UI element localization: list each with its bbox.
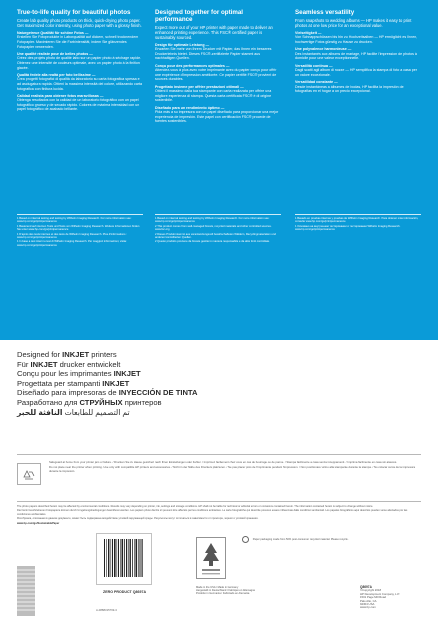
column-lead: Expect more out of your HP printer with paper made to deliver an enhanced printing experience. This FSC® certified paper is sustainably sourced. xyxy=(155,24,273,40)
legal-paragraph: Die hierin beschriebenen Fotopapiere können durch Umgebungsbedingungen beeinflusst werden. Les papiers photo décrits ici peuvent être affectés par les conditions ambiantes. Le carte fotografiche qui descritte possono essere influenzate dalle condizioni ambientali. Los papeles fotográficos aquí descritos pueden verse afectados por las condiciones ambientales. xyxy=(17,509,408,516)
caution-text: Safeguard at home from your printer jam or failure. / Drucken Sie zu Hause gesichert nach Ihren Einstellungen oder Fehler. / Imprimez facilement chez vous en cas de bourrage ou de panne. / Stampa facilmente a casa senza inceppamenti. / Imprima fácilmente en casa sin atascos. Do not place near the printer when printing. Use only with compatible HP printers and accessories. / Nicht in der Nähe des Druckers platzieren. / Ne pas placer près de l'imprimante pendant l'impression. / Non posizionare vicino alla stampante durante la stampa. / No colocar cerca de la impresora durante la impresión. xyxy=(49,460,416,473)
inkjet-line: Разработано для СТРУЙНЫХ принтеров xyxy=(17,397,162,407)
sku-code: Q8697A xyxy=(360,585,372,589)
inkjet-line: Designed for INKJET printers xyxy=(17,350,117,359)
footnotes-column-2 xyxy=(155,214,281,245)
recycle-icon xyxy=(17,463,41,485)
lang-block: Qualità fedele alla realtà per foto bellissime — Crea progetti fotografici di qualità da laboratorio su carta fotografica spessa e ad asciugatura rapida. Ottieni la massima intensità del colore, utilizzando carta fotografica con finitura lucida. xyxy=(17,72,143,91)
sustainability-url[interactable]: www.hp.com/go/SustainablePaper xyxy=(17,521,60,525)
lang-block: Diseñado para un rendimiento óptimo — Pida más a su impresora con un papel diseñado para proporcionar una mejor experiencia de impresión. Este papel con certificación FSC® procede de fuentes sostenibles. xyxy=(155,105,279,124)
inkjet-line: Diseñado para impresoras de INYECCIÓN DE TINTA xyxy=(17,388,198,398)
footnote: 1 Основано на внутреннем тестировании и тестировании Wilhelm Imaging Research. www.hp.com/go/printpermanence xyxy=(295,224,401,232)
lang-block: Conçu pour des performances optimales — Attendez-vous à plus avec votre imprimante avec du papier conçu pour offrir une expérience d'impression améliorée. Ce papier certifié FSC® provient de sources durables. xyxy=(155,63,277,82)
divider xyxy=(17,454,421,455)
lang-block: Versatilidad constante — Desde instantáneas a álbumes de bodas, HP facilita la impresión de fotografías en el hogar a un precio excepcional. xyxy=(295,79,404,94)
footnote: 1 D'après des tests internes et des tests de Wilhelm Imaging Research. Plus d'informations : www.hp.com/go/printpermanence xyxy=(17,232,127,239)
divider xyxy=(17,501,421,502)
zero-product-label: ZERO PRODUCT Q8697A xyxy=(103,590,147,594)
lang-block: Naturgetreue Qualität für schöne Fotos — Erstellen Sie Fotoprodukte in Laborqualität auf dickem, schnell trocknendem Fotopapier. Maximieren Sie die Farbintensität, indem Sie glänzendes Fotopapier verwenden. xyxy=(17,30,139,49)
fsc-logo-icon xyxy=(196,537,226,579)
footnote: 1 Basierend auf internen Tests und Tests von Wilhelm Imaging Research. Weitere Informationen finden Sie unter www.hp.com/go/printpermanence xyxy=(17,224,140,232)
footnote: 1 Based on internal testing and testing by Wilhelm Imaging Research. For more information see: www.hp.com/go/printpermanence xyxy=(155,217,270,224)
footnote: 1 Based on internal testing and testing by Wilhelm Imaging Research. For more information see: www.hp.com/go/printpermanence xyxy=(17,217,132,224)
origin-text: Made in the USA / Made in Germany Hergestellt in Deutschland / Fabriqué en Allemagne Prodotto in Germania / Fabricado en Alemania xyxy=(196,586,256,596)
legal-text xyxy=(17,505,421,526)
legal-paragraph: The photo papers described herein may be affected by environmental conditions. Results may vary depending on printer, ink, settings and storage conditions. HP shall not be liable for technical or editorial errors or omissions contained herein. The information contained herein is subject to change without notice. xyxy=(17,505,374,508)
column-heading: Seamless versatility xyxy=(295,9,355,16)
inkjet-compatibility xyxy=(17,350,257,417)
column-versatility xyxy=(295,10,421,96)
inkjet-line: Für INKJET drucker entwickelt xyxy=(17,359,121,369)
column-quality xyxy=(17,10,143,115)
lang-block: Une polyvalence harmonieuse — Des instantanés aux albums de mariage, HP facilite l'impression de photos à domicile pour une valeur exceptionnelle. xyxy=(295,47,417,61)
product-code: A-0888315769-3 xyxy=(96,608,117,612)
divider xyxy=(295,214,421,215)
lang-block: Versatilità continua — Dagli scatti agli album di nozze — HP semplifica la stampa di foto a casa per un valore eccezionale. xyxy=(295,63,417,77)
inkjet-line: تم التصميم للطابعات النافثة للحبر xyxy=(17,407,130,417)
column-lead: From snapshots to wedding albums — HP makes it easy to print photos at one low price for an exceptional value. xyxy=(295,17,412,28)
color-stripes xyxy=(17,566,35,616)
barcode xyxy=(96,533,152,585)
footnotes-column-3 xyxy=(295,214,421,233)
footnote: 2 This product comes from well-managed forests, recycled materials and other controlled sources. www.fsc.org xyxy=(155,224,272,232)
divider xyxy=(155,214,281,215)
recycle-icon xyxy=(242,536,249,543)
legal-paragraph: Фотобумага, описанная в данном документе, может быть подвержена воздействию условий окружающей среды. Результаты могут отличаться в зависимости от принтера, чернил и условий хранения. xyxy=(17,517,259,521)
column-lead: Create lab quality photo products on thick, quick-drying photo paper. Get maximized color intensity, using photo paper with a glossy finish. xyxy=(17,17,142,28)
footnote: 1 Basado en pruebas internas y pruebas de Wilhelm Imaging Research. Para obtener más información, consulte www.hp.com/go/printpermanence xyxy=(295,217,419,224)
lang-block: Vielseitigkeit — Von Schnappschüssen bis hin zu Hochzeitsalben — HP ermöglicht es Ihnen, hochwertige Fotos günstig zu Hause zu drucken. xyxy=(295,30,418,44)
inkjet-line: Progettata per stampanti INKJET xyxy=(17,378,130,388)
divider xyxy=(17,214,143,215)
footnote: 1 In base a test interni e test di Wilhelm Imaging Research. Per maggiori informazioni, visita: www.hp.com/go/printpermanence xyxy=(17,240,127,247)
caution-block xyxy=(17,460,421,498)
footnotes-column-1 xyxy=(17,214,143,248)
inkjet-line: Conçu pour les imprimantes INKJET xyxy=(17,369,141,379)
column-heading: True-to-life quality for beautiful photos xyxy=(17,9,131,16)
lang-block: Une qualité réaliste pour de belles photos — Créez des projets photo de qualité labo sur un papier photo à séchage rapide. Obtenez une intensité de couleurs optimale, avec un papier photo à la finition glacée. xyxy=(17,51,142,70)
lang-block: Design für optimale Leistung — Erwarten Sie mehr von Ihrem Drucker mit Papier, das Ihnen ein besseres Druckerlebnis bietet. Dieses FSC®-zertifizierte Papier stammt aus nachhaltigen Quellen. xyxy=(155,42,272,61)
lang-block: Progettato insieme per offrire prestazioni ottimali — Ottieni il massimo dalla tua stampante con carta realizzata per offrire una migliore esperienza di stampa. Questa carta certificata FSC® è di origine sostenibile. xyxy=(155,84,272,103)
column-heading: Designed together for optimal performance xyxy=(155,9,244,23)
footnote: 2 Questo prodotto proviene da foreste gestite in maniera responsabile e da altre fonti controllate. xyxy=(155,240,270,244)
footnote: 2 Dieses Produkt stammt aus verantwortungsvoll bewirtschafteten Wäldern, Recyclingmaterialien und anderen kontrollierten Quellen. xyxy=(155,232,276,239)
column-performance xyxy=(155,10,281,126)
packaging-recycle: Paper packaging made from 50% post-consumer recycled material. Please recycle. xyxy=(242,536,352,543)
company-info: Q8697A ©Copyright 2018 HP Development Company, L.P. 1501 Page Mill Road Palo Alto, CA 94304 USA www.hp.com xyxy=(360,586,430,610)
lang-block: Calidad realista para obtener fotos maravillosas — Obtenga resultados con la calidad de un laboratorio fotográfico con un papel fotográfico grueso y de secado rápido. Colores de máxima intensidad con un papel fotográfico de acabado brillante. xyxy=(17,93,140,112)
